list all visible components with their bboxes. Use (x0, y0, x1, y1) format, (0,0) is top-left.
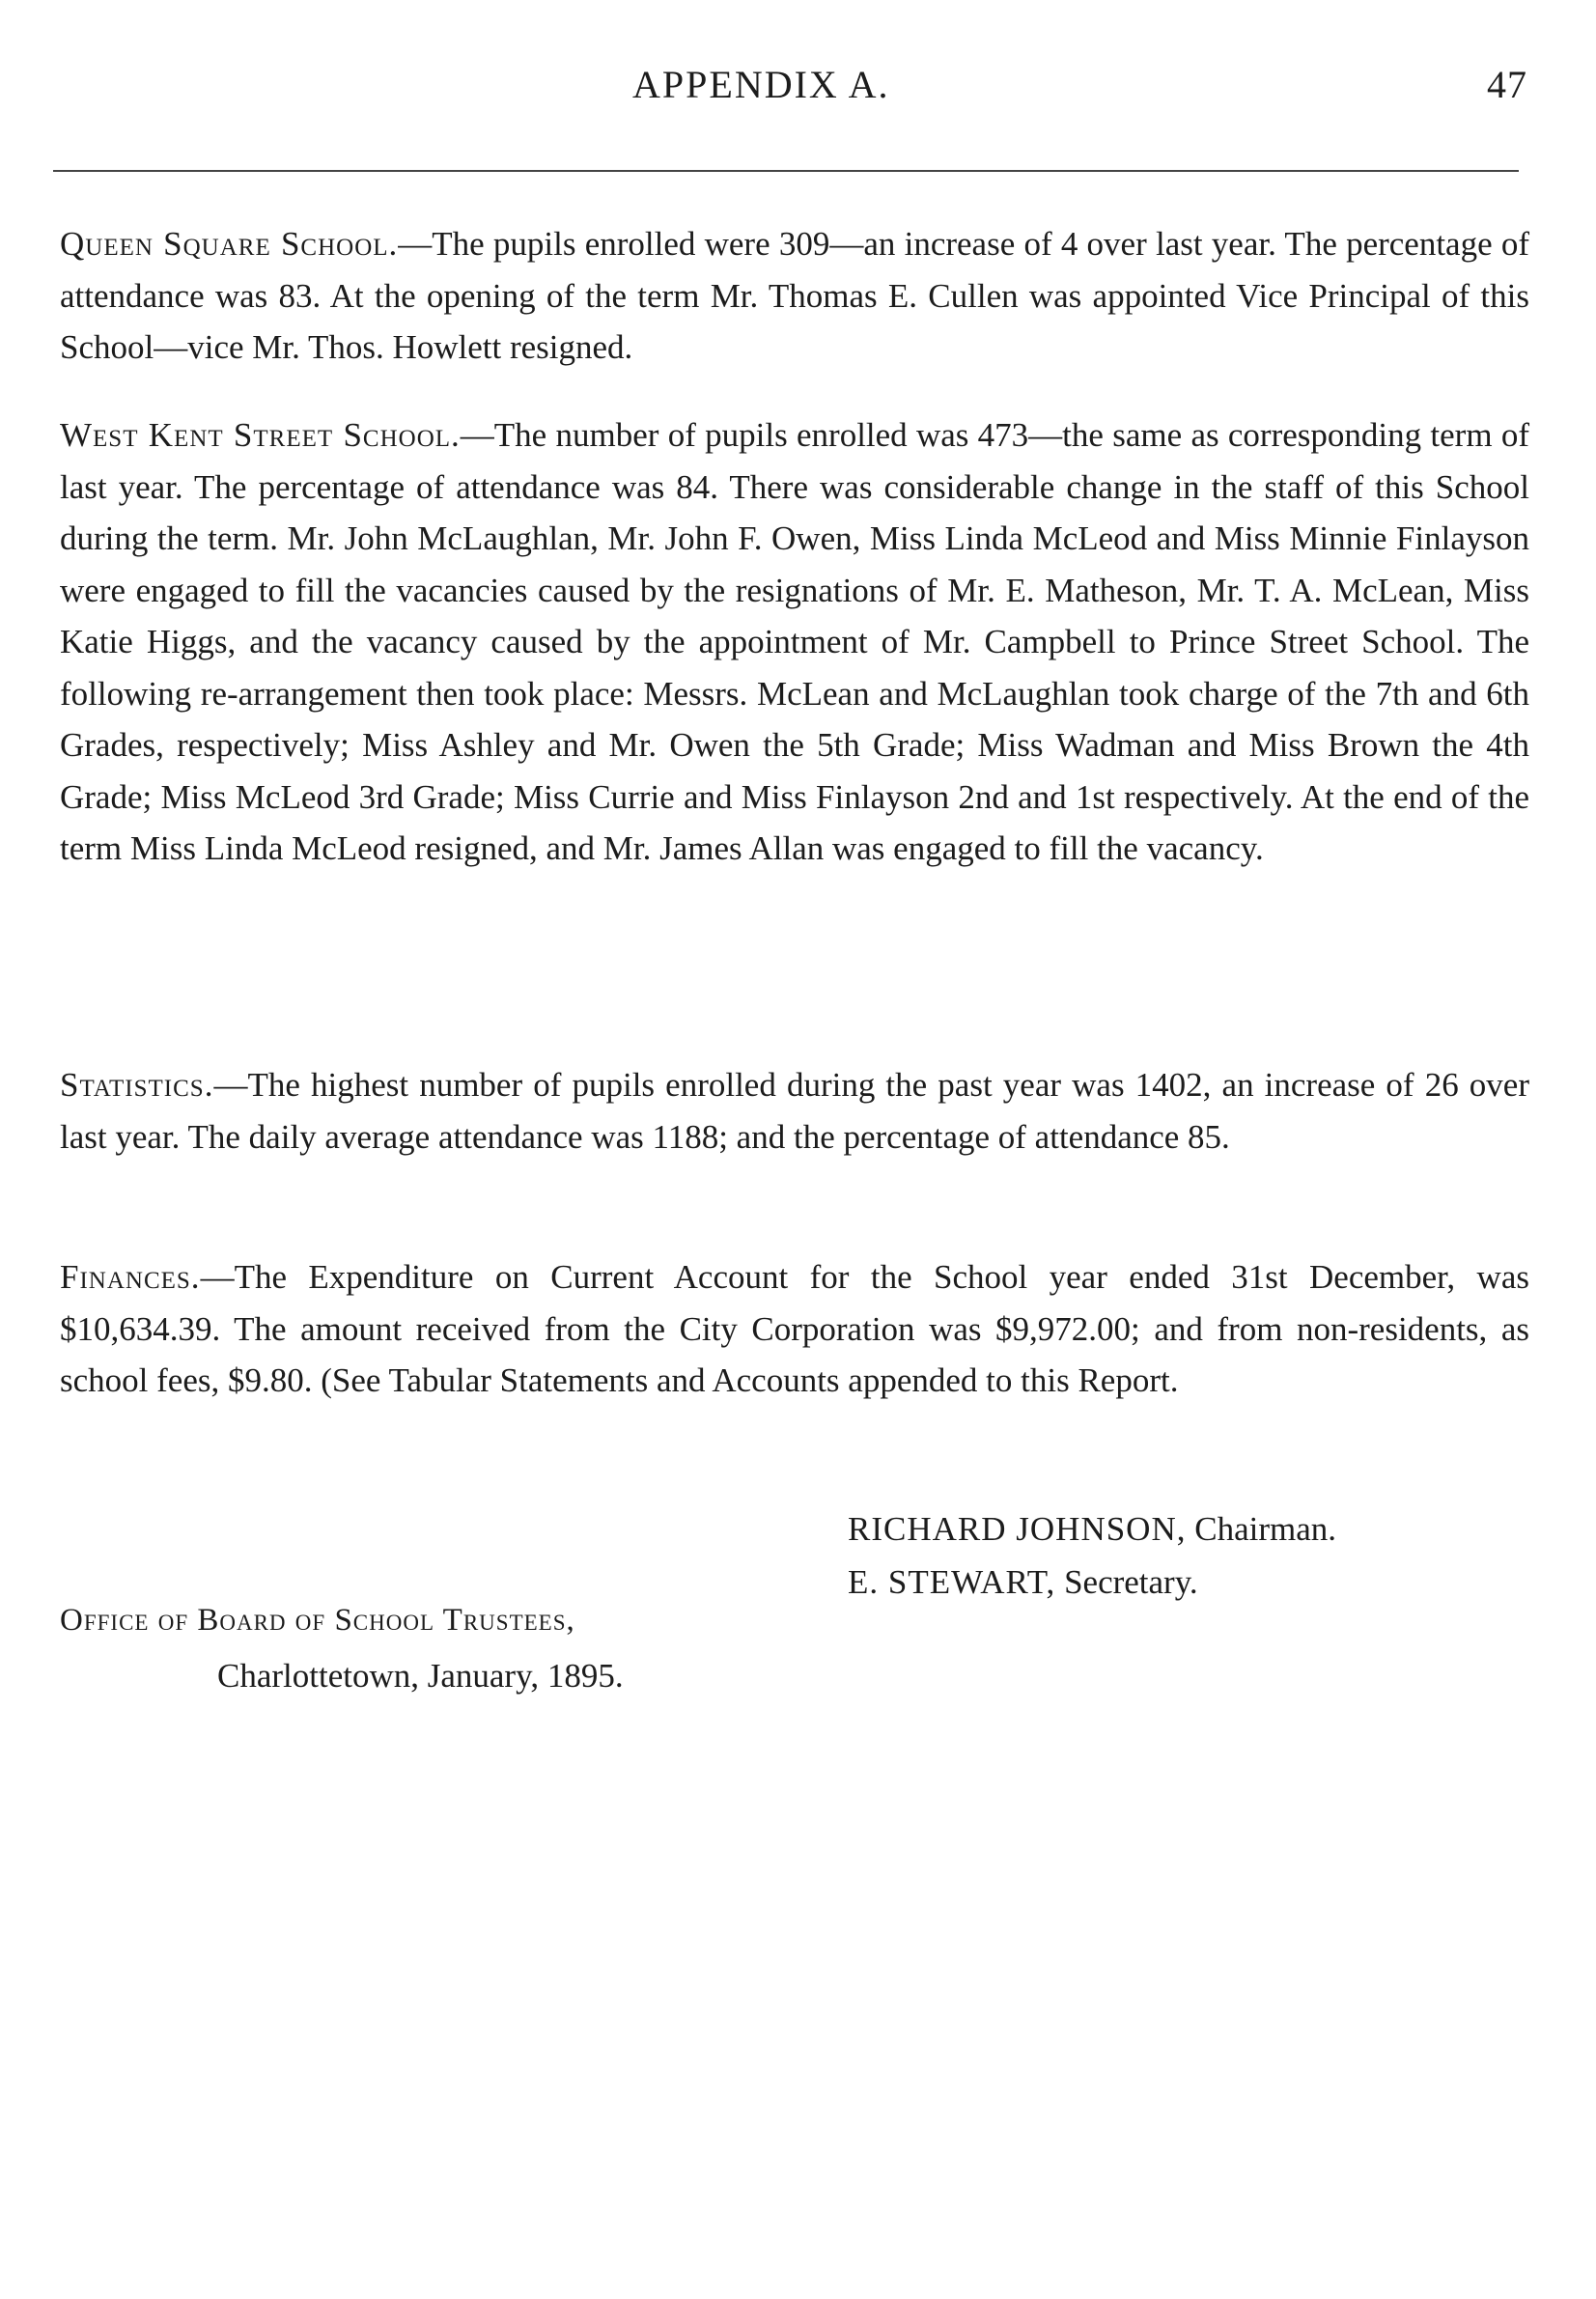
paragraph-heading: Finances. (60, 1258, 201, 1296)
signature-secretary (848, 1556, 1198, 1608)
page-title: APPENDIX A. (632, 63, 890, 106)
secretary-title: Secretary. (1064, 1563, 1198, 1601)
paragraph-queen-square-school (60, 218, 1529, 374)
paragraph-statistics (60, 1059, 1529, 1163)
running-header (0, 62, 1596, 112)
dateline: Charlottetown, January, 1895. (217, 1657, 624, 1695)
secretary-name: E. STEWART, (848, 1563, 1056, 1601)
paragraph-finances (60, 1251, 1529, 1407)
paragraph-heading: Statistics. (60, 1066, 214, 1104)
chairman-title: Chairman. (1194, 1510, 1337, 1548)
signature-chairman (848, 1503, 1336, 1555)
paragraph-heading: West Kent Street School. (60, 416, 461, 454)
chairman-name: RICHARD JOHNSON, (848, 1510, 1187, 1548)
paragraph-text: —The pupils enrolled were 309—an increase of 4 over last year. The percentage of attendance was 83. At the opening of the term Mr. Thomas E. Cullen was appointed Vice Principal of this School—vice Mr. Thos. Howlett resigned. (60, 225, 1530, 366)
paragraph-west-kent-street-school (60, 409, 1529, 875)
office-line: Office of Board of School Trustees, (60, 1603, 575, 1638)
paragraph-heading: Queen Square School. (60, 225, 399, 263)
paragraph-text: —The highest number of pupils enrolled during the past year was 1402, an increase of 26 over last year. The daily average attendance was 1188; and the percentage of attendance 85. (60, 1066, 1529, 1156)
paragraph-text: —The number of pupils enrolled was 473—the same as corresponding term of last year. The percentage of attendance was 84. There was considerable change in the staff of this School during the term. Mr. John McLaughlan, Mr. John F. Owen, Miss Linda McLeod and Miss Minnie Finlayson were engaged to fill the vacancies caused by the resignations of Mr. E. Matheson, Mr. T. A. McLean, Miss Katie Higgs, and the vacancy caused by the appointment of Mr. Campbell to Prince Street School. The following re-arrangement then took place: Messrs. McLean and McLaughlan took charge of the 7th and 6th Grades, respectively; Miss Ashley and Mr. Owen the 5th Grade; Miss Wadman and Miss Brown the 4th Grade; Miss McLeod 3rd Grade; Miss Currie and Miss Finlayson 2nd and 1st respectively. At the end of the term Miss Linda McLeod resigned, and Mr. James Allan was engaged to fill the vacancy. (60, 416, 1529, 867)
header-rule (53, 170, 1519, 172)
paragraph-text: —The Expenditure on Current Account for the School year ended 31st December, was $10,634.39. The amount received from the City Corporation was $9,972.00; and from non-residents, as school fees, $9.80. (See Tabular Statements and Accounts appended to this Report. (60, 1258, 1529, 1399)
page-number: 47 (1487, 63, 1527, 106)
